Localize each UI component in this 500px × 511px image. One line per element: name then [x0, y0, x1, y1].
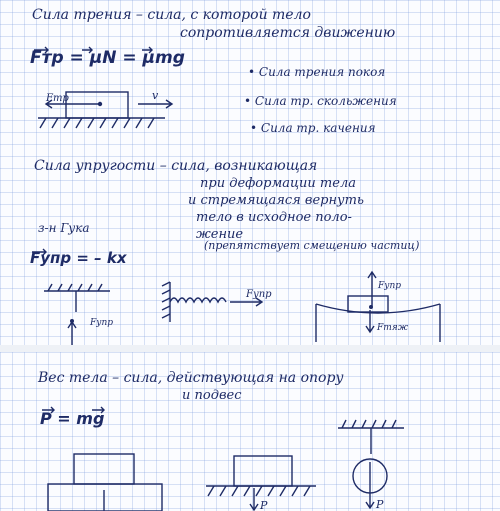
velocity-label: v — [152, 89, 159, 102]
friction-block-diagram — [38, 89, 172, 128]
friction-type-sliding: • Сила тр. скольжения — [244, 94, 397, 108]
weight-label-2: P — [376, 498, 384, 511]
elastic-definition-line5: жение — [196, 227, 244, 242]
vector-arrow-icon — [32, 249, 46, 255]
vector-arrow-icon — [142, 47, 152, 53]
beam-load-block — [348, 296, 388, 312]
elastic-definition-line4: тело в исходное поло- — [196, 210, 352, 225]
weight-block-ground — [234, 456, 292, 486]
notebook-page-bottom — [0, 352, 500, 511]
weight-support-diagram — [48, 454, 162, 511]
friction-block — [66, 92, 128, 118]
weight-label-1: P — [260, 499, 268, 511]
beam-down-label: Fтяж — [377, 323, 408, 333]
weight-arrow — [250, 488, 258, 510]
beam-up-label: Fупр — [378, 281, 402, 291]
elastic-force-arrow — [68, 322, 76, 345]
weight-suspension-diagram — [338, 420, 404, 511]
vector-arrow-icon — [42, 407, 54, 413]
vector-arrow-icon — [92, 407, 104, 413]
spring-force-label: Fупр — [246, 289, 272, 300]
weight-support — [48, 484, 162, 511]
elastic-definition-line2: при деформации тела — [200, 176, 356, 191]
weight-formula: P = mg — [40, 409, 105, 428]
hooke-law-title: з-н Гука — [38, 221, 90, 235]
friction-formula: Fтр = μN = μmg — [30, 48, 185, 68]
friction-definition-line1: Сила трения – сила, с которой тело — [32, 7, 311, 23]
friction-type-static: • Сила трения покоя — [248, 65, 386, 79]
friction-type-rolling: • Сила тр. качения — [250, 121, 376, 135]
beam-up-arrow — [368, 272, 376, 306]
physics-diagrams-bottom — [0, 352, 500, 511]
weight-definition-line1: Вес тела – сила, действующая на опору — [38, 370, 344, 386]
bent-beam-diagram — [316, 272, 440, 342]
spring-coil — [170, 298, 226, 302]
vector-arrow-icon — [34, 47, 48, 53]
spring-diagram — [162, 282, 272, 322]
weight-block — [74, 454, 134, 484]
elastic-definition-line1: Сила упругости – сила, возникающая — [34, 158, 318, 174]
friction-definition-line2: сопротивляется движению — [180, 25, 396, 41]
suspension-weight-arrow — [366, 462, 374, 508]
elastic-definition-line3: и стремящаяся вернуть — [188, 193, 364, 208]
hanging-body-diagram — [44, 284, 113, 345]
elastic-note: (препятствует смещению частиц) — [204, 239, 420, 252]
friction-force-label: Fтр — [46, 93, 69, 104]
ground-hatch — [40, 118, 154, 128]
vector-arrow-icon — [82, 47, 92, 53]
hooke-law-formula: Fупр = – kx — [30, 249, 127, 267]
weight-definition-line2: и подвес — [182, 388, 242, 403]
weight-ground-diagram — [206, 456, 316, 511]
hanging-force-label: Fупр — [90, 318, 114, 328]
